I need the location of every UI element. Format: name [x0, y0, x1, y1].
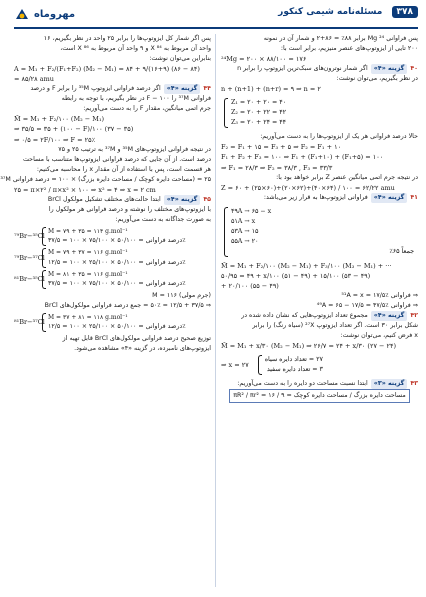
- text-line: به صورت جداگانه به دست می‌آوریم:: [115, 215, 211, 223]
- column-divider: [215, 34, 216, 587]
- equation-text: درصد فراوانی = ۵۰/۱۰۰ × ۷۵/۱۰۰ × ۱۰۰ = ۳۷/۵٪: [48, 280, 186, 288]
- text-line: فراوانی ایزوتوپ‌ها به قرار زیر می‌باشد:: [263, 194, 368, 202]
- brand: [14, 7, 75, 21]
- header-divider: [14, 27, 418, 29]
- combination-block: [14, 313, 211, 332]
- question-number: ۴۰: [410, 65, 418, 73]
- result-line: ⇒ فراوانی ⁵¹A = x = ۱۷/۵٪: [341, 292, 418, 300]
- equation-text: ⇒ ۳۷/۵ + ۱۲/۵ = ۵۰٪ = جمع درصد فراوانی مولکول‌های BrCl: [44, 301, 211, 309]
- boxed-equation: مساحت دایره بزرگ / مساحت دایره کوچک = πR² / πr² = ۱۶ / ۹: [229, 389, 410, 403]
- answer-option-badge: گزینه «۴»: [164, 195, 201, 205]
- equation-text: ۲۵ = (مساحت دایره کوچک / مساحت دایره بزرگ) × ۱۰۰ = درصد فراوانی ³⁷M: [0, 175, 211, 183]
- answer-option-badge: گزینه «۴»: [371, 311, 408, 321]
- equation: M̄ = M₁ + x/۳۰ (M₂ − M₁) ⇒ ۲۶/۷ = ۲۴ + x/۳۰ (۲۷ − ۲۴): [221, 342, 397, 351]
- question-number: ۴۴: [203, 85, 211, 93]
- text-line: در نتیجه فراوانی ایزوتوپ‌های ³⁵M و ³⁷M به ترتیب ۲۵ و ۷۵: [58, 145, 211, 153]
- question-44-header: [14, 84, 211, 94]
- text-line: با ایزوتوپ‌های مختلف را نوشته و درصد فراوانی هر مولکول را: [48, 205, 211, 213]
- equation: M = ۳۷ + ۸۱ = ۱۱۸ g.mol⁻¹: [48, 313, 128, 321]
- question-number: ۴۵: [203, 195, 211, 203]
- question-number: ۴۲: [410, 312, 418, 320]
- equation: A = M₁ + F₂/(F₁+F₂) (M₂ − M₁) = ۸۴ + ۹/(۱۶+۹) (۸۶ − ۸۴): [14, 64, 200, 73]
- text-line: حالا درصد فراوانی هر یک از ایزوتوپ‌ها را به دست می‌آوریم:: [260, 133, 418, 141]
- text-line: واحد آن مربوط به X ⁸⁴ و ۹ واحد آن مربوط به X ⁸⁶ است،: [60, 44, 211, 52]
- equation: Z = ۶۰ + (۲۵×۶۰)+(۲۰×۶۲)+(۴۰×۶۴) / ۱۰۰ = ۶۲/۲۲ amu: [221, 183, 395, 192]
- equation: Z₂ = ۲۰ + ۲۲ = ۴۲: [231, 109, 287, 117]
- brace-note: جمعاً ۶۵٪: [389, 247, 414, 255]
- equation: ⇒ ۰/۵ = ۲F/۱۰۰ ⇒ F = ۲۵٪: [14, 135, 96, 144]
- text-line: توزیع صحیح درصد فراوانی مولکول‌های BrCl قابل تهیه از: [62, 335, 211, 343]
- text-line: در نظر بگیریم، می‌توان نوشت:: [336, 75, 418, 83]
- equation: ۵۳A → ۱۵: [231, 227, 259, 235]
- equation: M̄ = M₁ + F₂/۱۰۰ (M₂ − M₁): [14, 115, 105, 124]
- question-43-header: [221, 379, 418, 389]
- equation: ⇒ F₁ = ۲۸/۳ ⇒ F₂ = ۳۸/۳ , F₃ = ۳۳/۳: [221, 163, 333, 172]
- text-line: پس فراوانی Mg ²⁴ برابر ۸۸٪ = ۸۶+۲ و شمار آن در نمونه: [263, 35, 418, 42]
- combination-label: ⁸¹Br−³⁵Cl: [14, 275, 45, 284]
- text-line: بنابراین می‌توان نوشت:: [149, 54, 211, 62]
- left-column: [0, 34, 211, 587]
- equation: M = ۸۱ + ۳۵ = ۱۱۶ g.mol⁻¹: [48, 270, 128, 278]
- question-42-header: [221, 311, 418, 321]
- equation: F₂ = F₁ + ۱۵ = F₃ + ۵ ⇒ F₂ = F₁ + ۱۰: [221, 143, 342, 152]
- equation-brace: [255, 353, 327, 377]
- text-line: ایزوتوپ‌های نامبرده، در گزینه «۴» مشاهده می‌شود.: [74, 345, 211, 353]
- text-line: فراوانی ³⁷M را ۱۰۰ − F در نظر بگیریم، با توجه به رابطه: [61, 95, 211, 103]
- combination-label: ⁷⁹Br−³⁵Cl: [14, 232, 45, 241]
- book-title: [278, 6, 418, 18]
- right-column: [221, 34, 418, 587]
- equation: n + (n+1) + (n+r) = ۹ ⇒ n = ۲: [221, 85, 321, 94]
- text-line: ابتدا نسبت مساحت دو دایره را به دست می‌آوریم:: [237, 380, 368, 388]
- answer-option-badge: گزینه «۳»: [371, 379, 408, 389]
- page-number: ۳۷۸: [392, 6, 418, 18]
- brand-name: مهروماه: [34, 8, 76, 20]
- brace-line: ۳ = تعداد دایره سفید: [266, 366, 323, 374]
- combination-label: ⁷⁹Br−³⁷Cl: [14, 253, 45, 262]
- question-number: ۴۱: [410, 194, 418, 202]
- equation: Z₃ = ۲۰ + ۲۴ = ۴۴: [231, 119, 287, 127]
- question-45-header: [14, 195, 211, 205]
- equation-text: درصد فراوانی = ۵۰/۱۰۰ × ۷۵/۱۰۰ × ۱۰۰ = ۳۷/۵٪: [48, 237, 186, 245]
- equation-group: [221, 351, 418, 379]
- equation: + ۲۰/۱۰۰ (۵۵ − ۴۹): [221, 282, 279, 291]
- equation: ⇒ ۳۵/۵ = ۳۵ + (۱۰۰ − F)/۱۰۰ (۳۷ − ۳۵): [14, 125, 134, 134]
- page-header: [6, 0, 426, 30]
- equation: = ۸۵/۲۸ amu: [14, 75, 54, 84]
- question-40-header: [221, 64, 418, 74]
- question-number: ۴۳: [410, 380, 418, 388]
- equation: ۵۵A → ۲۰: [231, 237, 259, 245]
- text-line: شکل برابر ۳۰ است. اگر تعداد ایزوتوپ ²⁷X (سیاه رنگ) را برابر: [252, 322, 418, 330]
- text-line: x فرض کنیم، می‌توان نوشت:: [340, 332, 418, 340]
- result-line: ⇒ فراوانی ⁴⁹A = ۶۵ − ۱۷/۵ = ۴۷/۵٪: [316, 302, 418, 310]
- equation-brace: [221, 96, 418, 130]
- answer-option-badge: گزینه «۴»: [371, 193, 408, 203]
- equation: M = ۷۹ + ۳۷ = ۱۱۶ g.mol⁻¹: [48, 249, 128, 257]
- text-line: اگر درصد فراوانی ایزوتوپ ³⁵M را برابر F و درصد: [30, 85, 161, 93]
- equation: ۵۱A → x: [231, 217, 256, 225]
- text-line: هر قسمت است، پس با استفاده از آن مقدار x را محاسبه می‌کنیم:: [36, 165, 211, 173]
- text-line: پس اگر شمار کل ایزوتوپ‌ها را برابر ۲۵ واحد در نظر بگیریم، ۱۶: [43, 35, 211, 42]
- text-line: ۲۰۰ تایی از ایزوتوپ‌های عنصر منیزیم، برابر است با:: [280, 44, 418, 52]
- book-title-text: مسئله‌نامه شیمی کنکور: [278, 7, 383, 17]
- equation: ۲۵ = π×۲² / π×x² × ۱۰۰ ⇒ x² = ۴ ⇒ x = ۲ cm: [14, 185, 156, 194]
- equation: ۵۰/۹۵ = ۴۹ + x/۱۰۰ (۵۱ − ۴۹) + ۱۵/۱۰۰ (۵۳ − ۴۹): [221, 271, 371, 280]
- combination-brace: [42, 270, 186, 289]
- equation-text: درصد فراوانی = ۵۰/۱۰۰ × ۲۵/۱۰۰ × ۱۰۰ = ۱۲/۵٪: [48, 258, 186, 266]
- equation-text: درصد فراوانی = ۵۰/۱۰۰ × ۲۵/۱۰۰ × ۱۰۰ = ۱۲/۵٪: [48, 323, 186, 331]
- combination-block: [14, 248, 211, 267]
- text-line: ابتدا حالت‌های مختلف تشکیل مولکول BrCl: [47, 195, 161, 203]
- question-41-header: [221, 193, 418, 203]
- text-line: (جرم مولی) M = ۱۱۶: [152, 292, 211, 299]
- text-line: در نتیجه جرم اتمی میانگین عنصر Z برابر خواهد بود با:: [276, 173, 418, 181]
- equation: M̄ = M₁ + F₂/۱۰۰ (M₂ − M₁) + F₃/۱۰۰ (M₃ − M₁) + ···: [221, 261, 392, 270]
- combination-brace: [42, 227, 186, 246]
- answer-option-badge: گزینه «۴»: [164, 84, 201, 94]
- text-line: درصد است. از آن جایی که درصد فراوانی ایزوتوپ‌ها متناسب با مساحت: [23, 155, 211, 163]
- equation: Z₁ = ۲۰ + ۲۰ = ۴۰: [231, 99, 287, 107]
- brace-line: ۲۷ = تعداد دایره سیاه: [264, 356, 323, 364]
- text-line: اگر شمار نوترون‌های سبک‌ترین ایزوتوپ را برابر n: [237, 65, 368, 73]
- combination-block: [14, 270, 211, 289]
- text-line: جرم اتمی میانگین، مقدار F را به دست می‌آوریم:: [83, 105, 211, 113]
- combination-label: ⁸¹Br−³⁷Cl: [14, 318, 45, 327]
- equation: M = ۷۹ + ۳۵ = ۱۱۴ g.mol⁻¹: [48, 227, 128, 235]
- answer-option-badge: گزینه «۴»: [371, 64, 408, 74]
- combination-brace: [42, 248, 186, 267]
- equation: ²⁴Mg = ۲۰۰ × ۸۸/۱۰۰ = ۱۷۶: [221, 54, 307, 63]
- equation-brace: [221, 205, 418, 259]
- mehromah-logo-icon: [14, 7, 30, 21]
- equation: F₁ + F₂ + F₃ = ۱۰۰ ⇒ F₁ + (F₁+۱۰) + (F₁+۵) = ۱۰۰: [221, 153, 384, 162]
- text-line: مجموع تعداد ایزوتوپ‌هایی که نشان داده شده در: [241, 312, 368, 320]
- equation: ۴۹A → ۶۵ − x: [231, 207, 272, 215]
- combination-block: [14, 227, 211, 246]
- boxed-equation-wrap: [221, 389, 418, 403]
- combination-brace: [42, 313, 186, 332]
- equation: ⇒ x = ۲۷: [221, 361, 249, 370]
